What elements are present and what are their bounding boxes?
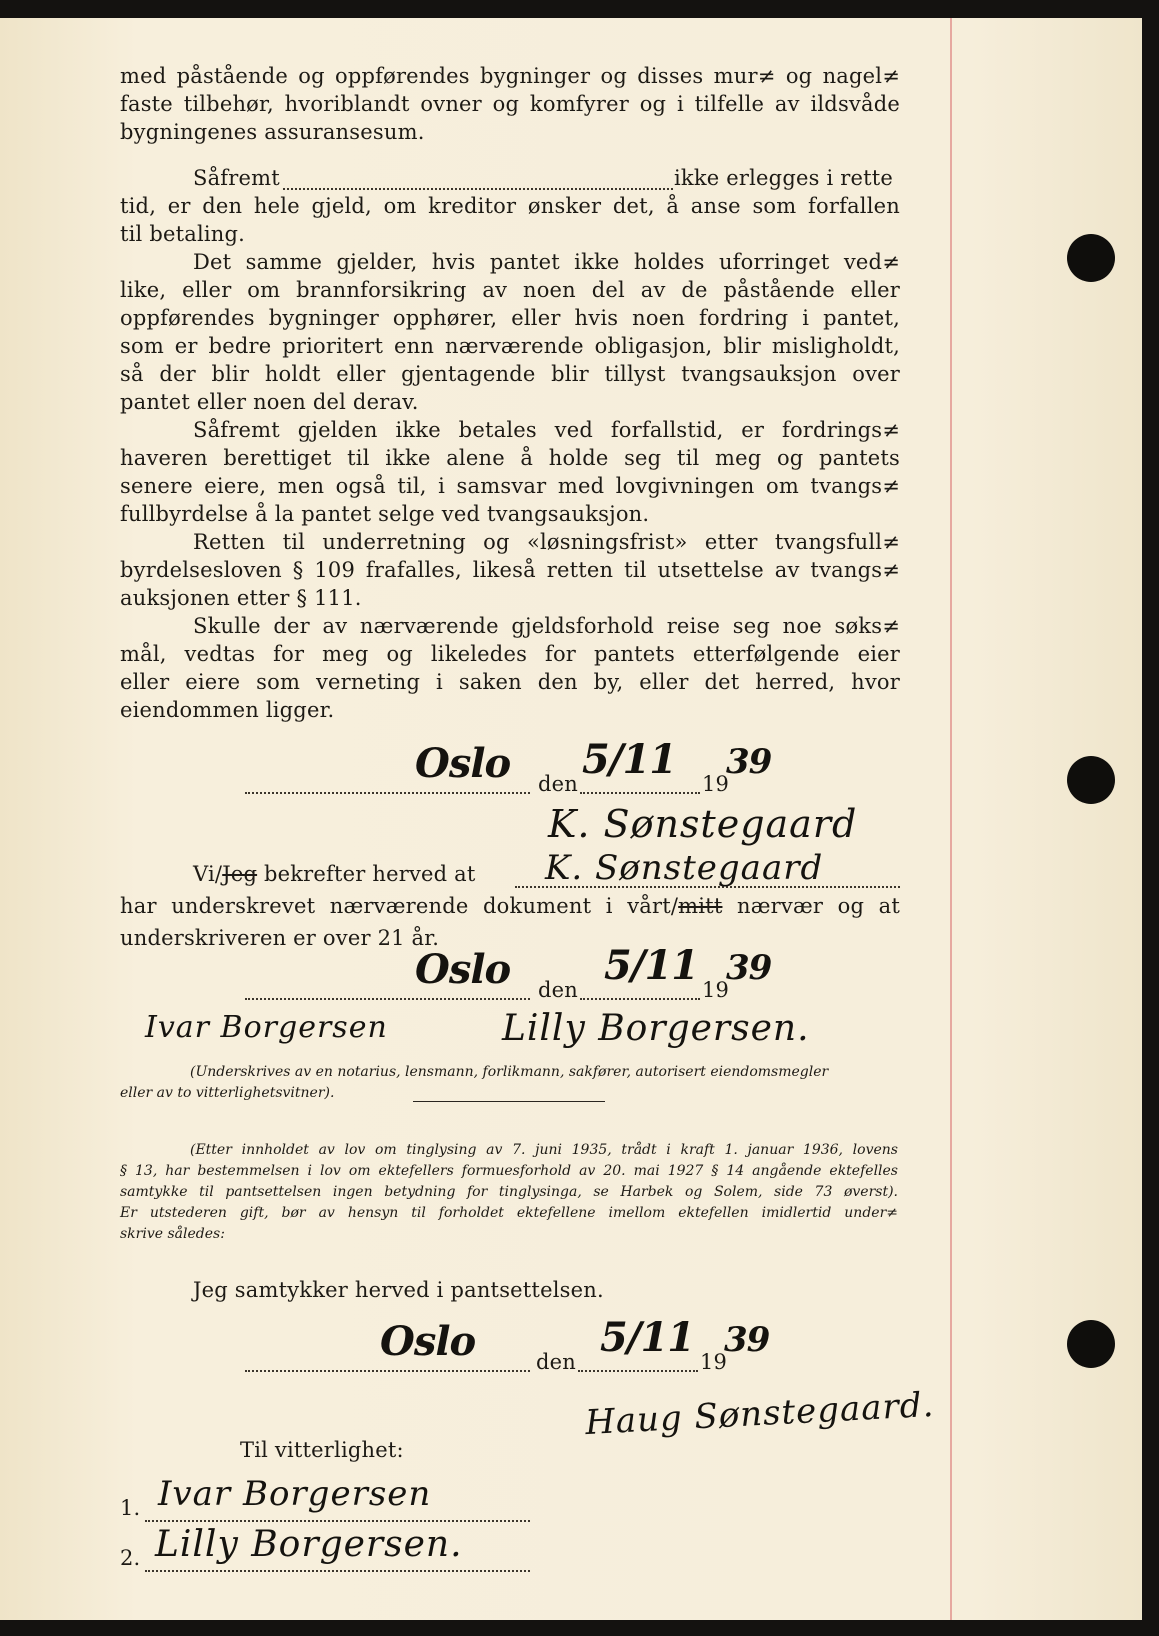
p4-line-4: fullbyrdelse å la pantet selge ved tvangsauksjon.	[120, 502, 650, 526]
date1-date-line	[580, 792, 700, 794]
confirm-vi-text: Vi/	[193, 862, 223, 886]
p2-start: Såfremt	[193, 166, 280, 190]
p2-line-2: tid, er den hele gjeld, om kreditor ønsker det, å anse som forfallen	[120, 194, 900, 218]
punch-hole-2	[1067, 756, 1115, 804]
witness-1-name: Ivar Borgersen	[158, 1474, 432, 1514]
law-note-line-3: samtykke til pantsettelsen ingen betydning for tinglysinga, se Harbek og Solem, side 73 øverst).	[120, 1184, 898, 1200]
witness-1-number: 1.	[120, 1496, 141, 1520]
date2-year-prefix: 19	[702, 978, 730, 1002]
witness-2-line	[145, 1570, 530, 1572]
consent-text: Jeg samtykker herved i pantsettelsen.	[193, 1278, 604, 1302]
p3-line-6: pantet eller noen del derav.	[120, 390, 419, 414]
date2-date: 5/11	[604, 942, 699, 989]
p6-line-1: Skulle der av nærværende gjeldsforhold reise seg noe søks≠	[193, 614, 900, 638]
punch-hole-3	[1067, 1320, 1115, 1368]
confirm-line2-b: nærvær og at	[722, 894, 900, 918]
witness-2-name: Lilly Borgersen.	[155, 1524, 463, 1565]
confirm-line2-a: har underskrevet nærværende dokument i vårt/	[120, 894, 679, 918]
date3-place-line	[245, 1370, 530, 1372]
confirm-line-2	[120, 892, 900, 921]
date3-date-line	[578, 1370, 698, 1372]
law-note-line-5: skrive således:	[120, 1226, 225, 1242]
p3-line-4: som er bedre prioritert enn nærværende obligasjon, blir misligholdt,	[120, 334, 900, 358]
date1-year-prefix: 19	[702, 772, 730, 796]
date1-place-line	[245, 792, 530, 794]
signature-rule	[413, 1101, 605, 1102]
date1-year-suffix: 39	[726, 742, 772, 782]
date3-year-prefix: 19	[700, 1350, 728, 1374]
p3-line-2: like, eller om brannforsikring av noen del av de påstående eller	[120, 278, 900, 302]
margin-line	[950, 18, 952, 1620]
p5-line-3: auksjonen etter § 111.	[120, 586, 362, 610]
p4-line-1: Såfremt gjelden ikke betales ved forfallstid, er fordrings≠	[193, 418, 900, 442]
witness-signature-2: Lilly Borgersen.	[502, 1008, 810, 1049]
confirm-jeg-struck: Jeg	[222, 862, 258, 886]
date2-den: den	[538, 978, 578, 1002]
date1-den: den	[538, 772, 578, 796]
notary-note-line-1: (Underskrives av en notarius, lensmann, forlikmann, sakfører, autorisert eiendomsmegler	[190, 1064, 829, 1080]
date3-den: den	[536, 1350, 576, 1374]
document-page	[0, 18, 1142, 1620]
law-note-line-1: (Etter innholdet av lov om tinglysing av 7. juni 1935, trådt i kraft 1. januar 1936, lovens	[190, 1142, 898, 1158]
p6-line-4: eiendommen ligger.	[120, 698, 335, 722]
p4-line-2: haveren berettiget til ikke alene å holde seg til meg og pantets	[120, 446, 900, 470]
p2-end: ikke erlegges i rette	[674, 166, 894, 190]
p3-line-5: så der blir holdt eller gjentagende blir tillyst tvangsauksjon over	[120, 362, 900, 386]
p1-line-2: faste tilbehør, hvoriblandt ovner og komfyrer og i tilfelle av ildsvåde	[120, 92, 900, 116]
confirm-text: bekrefter herved at	[257, 862, 476, 886]
date2-place: Oslo	[415, 946, 511, 993]
p6-line-3: eller eiere som verneting i saken den by, eller det herred, hvor	[120, 670, 900, 694]
date2-date-line	[580, 998, 700, 1000]
witness-1-line	[145, 1520, 530, 1522]
p5-line-1: Retten til underretning og «løsningsfrist» etter tvangsfull≠	[193, 530, 900, 554]
date2-place-line	[245, 998, 530, 1000]
law-note-line-2: § 13, har bestemmelsen i lov om ektefellers formuesforhold av 20. mai 1927 § 14 angående ektefelles	[120, 1163, 898, 1179]
p6-line-2: mål, vedtas for meg og likeledes for pantets etterfølgende eier	[120, 642, 900, 666]
date2-year-suffix: 39	[726, 948, 772, 988]
confirm-name-handwritten: K. Sønstegaard	[545, 848, 824, 888]
witness-signature-1: Ivar Borgersen	[145, 1010, 388, 1045]
blank-field-line	[283, 188, 673, 190]
witness-2-number: 2.	[120, 1546, 141, 1570]
notary-note-line-2: eller av to vitterlighetsvitner).	[120, 1085, 335, 1101]
date1-date: 5/11	[582, 736, 677, 783]
confirm-mitt-struck: mitt	[678, 894, 723, 918]
confirm-vi	[193, 860, 476, 889]
p1-line-3: bygningenes assuransesum.	[120, 120, 425, 144]
p3-line-3: oppførendes bygninger opphører, eller hvis noen fordring i pantet,	[120, 306, 900, 330]
spouse-signature: Haug Sønstegaard.	[584, 1384, 936, 1444]
p1-line-1: med påstående og oppførendes bygninger og disses mur≠ og nagel≠	[120, 64, 900, 88]
law-note-line-4: Er utstederen gift, bør av hensyn til forholdet ektefellene imellom ektefellen imidlertid under≠	[120, 1205, 898, 1221]
signature-debtor: K. Sønstegaard	[548, 802, 858, 846]
p2-line-3: til betaling.	[120, 222, 246, 246]
confirm-line-3: underskriveren er over 21 år.	[120, 926, 440, 950]
p4-line-3: senere eiere, men også til, i samsvar med lovgivningen om tvangs≠	[120, 474, 900, 498]
date3-place: Oslo	[380, 1318, 476, 1365]
witness-heading: Til vitterlighet:	[240, 1438, 404, 1462]
p5-line-2: byrdelsesloven § 109 frafalles, likeså retten til utsettelse av tvangs≠	[120, 558, 900, 582]
date1-place: Oslo	[415, 740, 511, 787]
punch-hole-1	[1067, 234, 1115, 282]
p3-line-1: Det samme gjelder, hvis pantet ikke holdes uforringet ved≠	[193, 250, 900, 274]
date3-date: 5/11	[600, 1314, 695, 1361]
date3-year-suffix: 39	[724, 1320, 770, 1360]
